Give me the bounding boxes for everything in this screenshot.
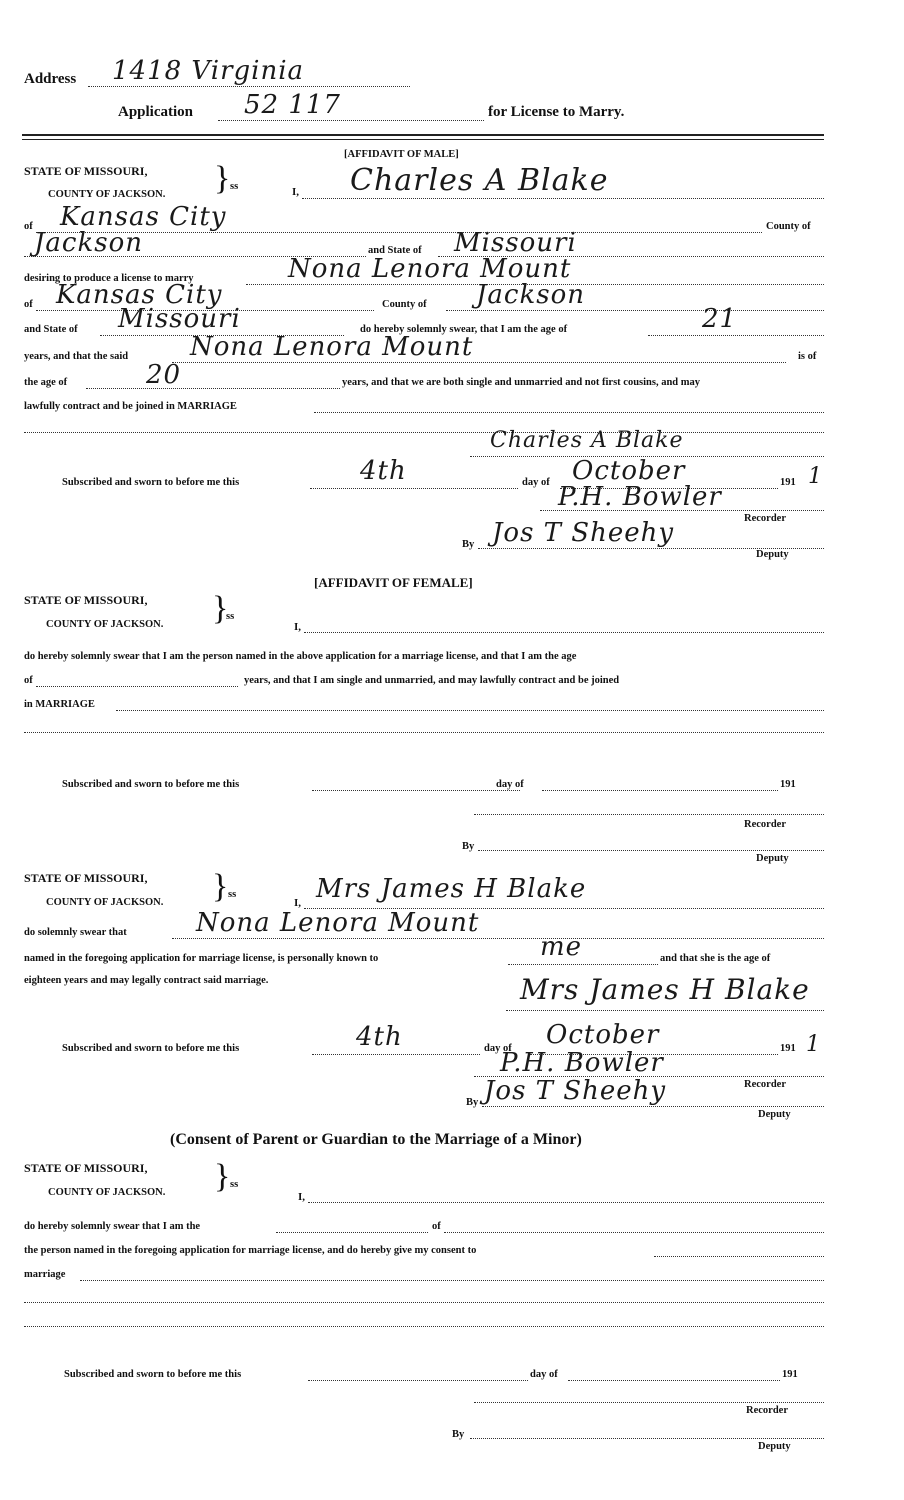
male-bride-age-line	[86, 388, 340, 389]
consent-deputy: Deputy	[758, 1441, 791, 1452]
witness-bride: Nona Lenora Mount	[196, 908, 480, 938]
female-years: years, and that I am single and unmarried, and may lawfully contract and be joined	[244, 675, 620, 686]
witness-year-suffix: 1	[806, 1032, 821, 1057]
female-state: STATE OF MISSOURI,	[24, 593, 148, 607]
female-month-line	[542, 790, 778, 791]
male-bride-state: Missouri	[118, 304, 241, 334]
male-county-name: Jackson	[34, 228, 143, 258]
witness-recorder: Recorder	[744, 1079, 786, 1090]
witness-day-line	[312, 1054, 480, 1055]
male-city: Kansas City	[60, 202, 227, 232]
header-rule-top	[22, 134, 824, 136]
female-brace: }	[212, 590, 229, 627]
female-recorder-line	[474, 814, 824, 815]
witness-county: COUNTY OF JACKSON.	[46, 897, 164, 908]
male-age-line	[648, 335, 824, 336]
female-day-label: day of	[496, 779, 524, 790]
male-bride-age: 20	[146, 360, 182, 390]
female-affidavit-title: [AFFIDAVIT OF FEMALE]	[314, 575, 473, 590]
female-i: I,	[294, 621, 302, 633]
male-of: of	[24, 221, 33, 232]
witness-year-prefix: 191	[780, 1043, 796, 1054]
male-and-state-of: and State of	[368, 245, 422, 256]
witness-by: By	[466, 1097, 479, 1108]
female-deputy: Deputy	[756, 853, 789, 864]
male-is-of: is of	[798, 351, 817, 362]
consent-ss: ss	[230, 1179, 239, 1190]
consent-brace: }	[214, 1158, 231, 1195]
address-line	[88, 86, 410, 87]
consent-line2: the person named in the foregoing application for marriage license, and do hereby give my consent to	[24, 1245, 477, 1256]
consent-title: (Consent of Parent or Guardian to the Marriage of a Minor)	[170, 1131, 582, 1148]
consent-subscribed: Subscribed and sworn to before me this	[64, 1369, 242, 1380]
witness-swear: do solemnly swear that	[24, 927, 127, 938]
application-line	[218, 120, 484, 121]
male-years-single: years, and that we are both single and unmarried and not first cousins, and may	[342, 377, 701, 388]
male-subscribed: Subscribed and sworn to before me this	[62, 477, 240, 488]
witness-i: I,	[294, 897, 302, 909]
male-lawfully: lawfully contract and be joined in MARRIAGE	[24, 401, 237, 412]
male-years-said: years, and that the said	[24, 351, 129, 362]
consent-year-prefix: 191	[782, 1369, 798, 1380]
male-day-value: 4th	[360, 456, 407, 486]
consent-marriage-line	[80, 1280, 824, 1281]
male-bride-county: Jackson	[476, 280, 585, 310]
witness-signature-line	[506, 1010, 824, 1011]
address-value: 1418 Virginia	[112, 56, 305, 86]
male-swear: do hereby solemnly swear, that I am the age of	[360, 324, 568, 335]
address-label: Address	[24, 71, 77, 87]
consent-day-label: day of	[530, 1369, 558, 1380]
witness-eighteen: eighteen years and may legally contract said marriage.	[24, 975, 269, 986]
female-by: By	[462, 841, 475, 852]
witness-deputy-signature: Jos T Sheehy	[484, 1076, 667, 1106]
consent-state: STATE OF MISSOURI,	[24, 1161, 148, 1175]
female-recorder: Recorder	[744, 819, 786, 830]
consent-name-line	[308, 1202, 824, 1203]
male-deputy-signature: Jos T Sheehy	[492, 518, 675, 548]
male-signature: Charles A Blake	[490, 428, 684, 453]
male-blank-line	[24, 432, 824, 433]
application-suffix: for License to Marry.	[488, 104, 625, 120]
consent-of: of	[432, 1221, 441, 1232]
male-deputy: Deputy	[756, 549, 789, 560]
witness-name: Mrs James H Blake	[316, 874, 587, 904]
consent-to-line	[654, 1256, 824, 1257]
witness-known-to: me	[540, 932, 583, 962]
witness-known-line	[508, 964, 658, 965]
male-county: COUNTY OF JACKSON.	[48, 189, 166, 200]
male-of2: of	[24, 299, 33, 310]
header-rule-bottom	[22, 139, 824, 140]
male-lawfully-line	[314, 412, 824, 413]
male-recorder: Recorder	[744, 513, 786, 524]
witness-signature: Mrs James H Blake	[520, 973, 810, 1006]
consent-by: By	[452, 1429, 465, 1440]
consent-of-line	[444, 1232, 824, 1233]
female-county: COUNTY OF JACKSON.	[46, 619, 164, 630]
male-ss: ss	[230, 181, 239, 192]
female-day-line	[312, 790, 520, 791]
consent-recorder: Recorder	[746, 1405, 788, 1416]
witness-subscribed: Subscribed and sworn to before me this	[62, 1043, 240, 1054]
male-state-name: Missouri	[454, 228, 577, 258]
female-age-line	[36, 686, 238, 687]
consent-i: I,	[298, 1191, 306, 1203]
female-in-marriage: in MARRIAGE	[24, 699, 95, 710]
application-number: 52 117	[244, 90, 341, 120]
male-county-of2: County of	[382, 299, 427, 310]
witness-ss: ss	[228, 889, 237, 900]
female-deputy-line	[478, 850, 824, 851]
witness-bride-line	[172, 938, 824, 939]
witness-state: STATE OF MISSOURI,	[24, 871, 148, 885]
male-the-age-of: the age of	[24, 377, 68, 388]
male-day-label: day of	[522, 477, 550, 488]
consent-deputy-line	[470, 1438, 824, 1439]
male-affidavit-title: [AFFIDAVIT OF MALE]	[344, 149, 459, 160]
female-year-prefix: 191	[780, 779, 796, 790]
male-i: I,	[292, 186, 300, 198]
consent-county: COUNTY OF JACKSON.	[48, 1187, 166, 1198]
female-marriage-line	[116, 710, 824, 711]
female-name-line	[304, 632, 824, 633]
male-age: 21	[702, 304, 738, 334]
consent-recorder-line	[474, 1402, 824, 1403]
male-year-suffix: 1	[808, 464, 823, 489]
male-desiring: desiring to produce a license to marry	[24, 273, 194, 284]
male-and-state-of2: and State of	[24, 324, 78, 335]
female-line1: do hereby solemnly swear that I am the person named in the above application for a marriage license, and that I am the age	[24, 651, 577, 662]
male-bride-city: Kansas City	[56, 280, 223, 310]
female-subscribed: Subscribed and sworn to before me this	[62, 779, 240, 790]
witness-age-of: and that she is the age of	[660, 953, 771, 964]
male-state: STATE OF MISSOURI,	[24, 164, 148, 178]
consent-blank-line-2	[24, 1326, 824, 1327]
female-blank-line	[24, 732, 824, 733]
male-county-of: County of	[766, 221, 811, 232]
male-month: October	[572, 456, 686, 486]
male-brace: }	[214, 160, 231, 197]
witness-recorder-signature: P.H. Bowler	[500, 1048, 664, 1078]
male-bride: Nona Lenora Mount	[288, 254, 572, 284]
female-ss: ss	[226, 611, 235, 622]
consent-line1: do hereby solemnly swear that I am the	[24, 1221, 201, 1232]
male-city-line	[36, 232, 762, 233]
male-by: By	[462, 539, 475, 550]
witness-day-label: day of	[484, 1043, 512, 1054]
consent-marriage: marriage	[24, 1269, 66, 1280]
consent-relation-line	[276, 1232, 428, 1233]
application-label: Application	[118, 104, 194, 120]
witness-month: October	[546, 1020, 660, 1050]
witness-day-value: 4th	[356, 1022, 403, 1052]
male-name: Charles A Blake	[350, 163, 609, 198]
male-bride-county-line	[446, 310, 824, 311]
male-year-prefix: 191	[780, 477, 796, 488]
witness-deputy: Deputy	[758, 1109, 791, 1120]
witness-named: named in the foregoing application for marriage license, is personally known to	[24, 953, 379, 964]
consent-day-line	[308, 1380, 528, 1381]
consent-blank-line-1	[24, 1302, 824, 1303]
witness-deputy-line	[482, 1106, 824, 1107]
male-bride-again: Nona Lenora Mount	[190, 332, 474, 362]
male-day-line	[310, 488, 518, 489]
male-name-line	[302, 198, 824, 199]
witness-brace: }	[212, 868, 229, 905]
female-of: of	[24, 675, 33, 686]
male-bride-again-line	[172, 362, 786, 363]
male-recorder-signature: P.H. Bowler	[558, 482, 722, 512]
consent-month-line	[568, 1380, 780, 1381]
